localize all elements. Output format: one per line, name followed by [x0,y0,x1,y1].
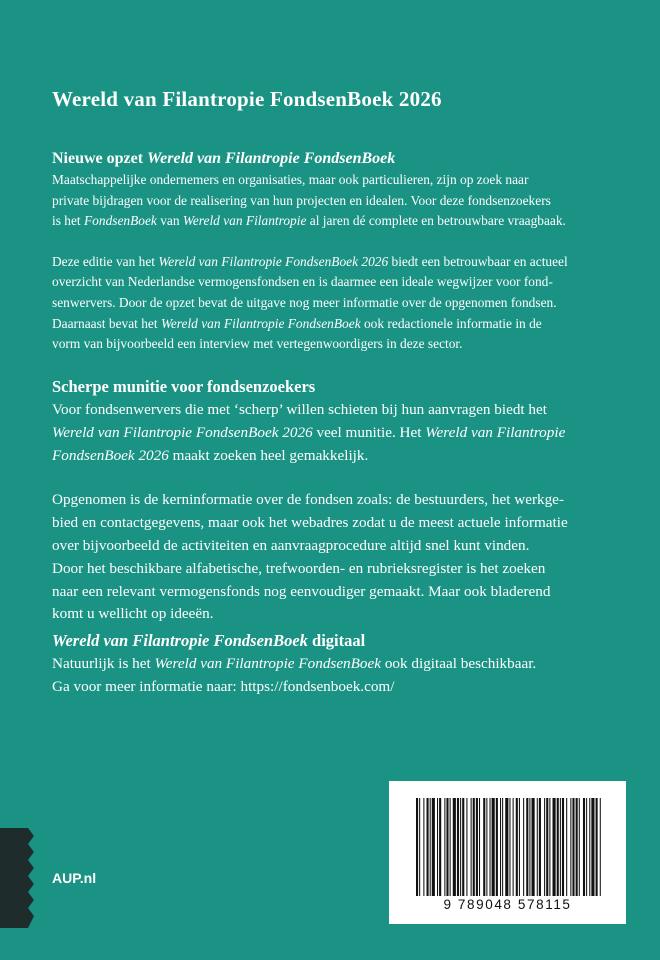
section-scherpe-munitie [52,377,622,626]
text-line: vorm van bijvoorbeeld een interview met vertegenwoordigers in deze sector. [52,336,463,352]
italic-run: FondsenBoek 2026 [52,446,169,464]
text-run: maakt zoeken heel gemakkelijk. [168,446,369,464]
text-line: private bijdragen voor de realisering van hun projecten en idealen. Voor deze fondsenzoekers [52,192,551,208]
spine-edge-mark [0,828,34,928]
italic-run: Wereld van Filantropie FondsenBoek 2026 [52,423,313,441]
text-line: Door het beschikbare alfabetische, trefwoorden- en rubrieksregister is het zoeken [52,559,546,577]
barcode-bar [423,798,424,896]
paragraph [52,489,622,626]
barcode-bar [546,798,548,896]
text-line [52,252,622,273]
barcode-bar [437,798,438,896]
barcode-bar [446,798,448,896]
text-run: veel munitie. Het [312,423,426,441]
italic-run: Wereld van Filantropie FondsenBoek [154,655,382,672]
barcode-bar [572,798,574,896]
text-run: Deze editie van het [52,253,159,269]
italic-run: Wereld van Filantropie [182,213,307,229]
barcode-bar [427,798,429,896]
barcode-bar [532,798,535,896]
heading-italic-text: Wereld van Filantropie FondsenBoek [147,150,396,167]
barcode-bar [492,798,495,896]
italic-run: Wereld van Filantropie [425,423,566,441]
text-run: al jaren dé complete en betrouwbare vraagbaak. [306,213,566,229]
barcode-bar [553,798,556,896]
barcode-bar [529,798,530,896]
section-nieuwe-opzet [52,150,622,355]
barcode-bar [516,798,518,896]
barcode-bar [419,798,420,896]
barcode-bar [483,798,485,896]
barcode-bar [562,798,564,896]
barcode-bar [544,798,545,896]
barcode-bar [560,798,561,896]
barcode-bar [596,798,598,896]
barcode-bar [444,798,445,896]
barcode-bar [466,798,467,896]
barcode-bar [460,798,461,896]
barcode-bar [589,798,590,896]
barcode-bar [476,798,478,896]
barcode-bar [439,798,441,896]
barcode-bars [416,798,601,896]
barcode-bar [570,798,571,896]
barcode-bar [479,798,480,896]
text-line: Maatschappelijke ondernemers en organisaties, maar ook particulieren, zijn op zoek naar [52,172,529,187]
isbn-number: 9 789048 578115 [443,897,572,912]
text-run: ook digitaal beschikbaar. [381,655,537,672]
isbn-barcode [389,781,626,924]
barcode-bar [432,798,435,896]
text-line: komt u wellicht op ideeën. [52,605,214,623]
barcode-bar [519,798,520,896]
barcode-bar [430,798,431,896]
section-heading: Scherpe munitie voor fondsenzoekers [52,377,316,396]
text-run: is het [52,213,84,229]
text-line: over bijvoorbeeld de activiteiten en aanvraagprocedure altijd snel kunt vinden. [52,536,530,554]
barcode-bar [457,798,459,896]
barcode-bar [471,798,472,896]
barcode-bar [539,798,541,896]
text-line: Opgenomen is de kerninformatie over de fondsen zoals: de bestuurders, het werkge- [52,491,564,509]
paragraph [52,252,622,355]
barcode-bar [523,798,524,896]
barcode-bar [496,798,498,896]
text-line: bied en contactgegevens, maar ook het webadres zodat u de meest actuele informatie [52,514,568,532]
barcode-bar [505,798,508,896]
barcode-bar [500,798,501,896]
barcode-bar [576,798,578,896]
text-line: Voor fondsenwervers die met ‘scherp’ willen schieten bij hun aanvragen biedt het [52,401,547,418]
heading-text: Nieuwe opzet [52,150,148,167]
barcode-bar [526,798,528,896]
barcode-bar [416,798,418,896]
barcode-bar [557,798,559,896]
italic-run: Wereld van Filantropie FondsenBoek 2026 [158,253,389,269]
barcode-bar [566,798,567,896]
barcode-bar [450,798,451,896]
paragraph [52,170,622,232]
barcode-bar [473,798,475,896]
text-line [52,211,622,232]
text-line: senwervers. Door de opzet bevat de uitgave nog meer informatie over de opgenomen fondsen. [52,294,557,310]
paragraph [52,653,622,699]
barcode-bar [462,798,464,896]
barcode-bar [513,798,514,896]
heading-text: digitaal [307,631,366,650]
text-line [52,422,622,445]
barcode-bar [583,798,585,896]
text-run: van [156,213,183,229]
barcode-bar [486,798,487,896]
barcode-bar [586,798,587,896]
text-run: biedt een betrouwbaar en actueel [388,253,568,269]
section-digitaal [52,631,622,699]
paragraph [52,399,622,467]
publisher-logo: AUP.nl [52,870,97,886]
section-heading [52,631,622,651]
barcode-bar [490,798,491,896]
text-line [52,653,622,676]
italic-run: Wereld van Filantropie FondsenBoek [160,315,361,331]
text-run: Daarnaast bevat het [52,315,161,331]
barcode-bar [502,798,503,896]
text-line: naar een relevant vermogensfonds nog eenvoudiger gemaakt. Maar ook bladerend [52,582,551,600]
website-url-line[interactable]: Ga voor meer informatie naar: https://fondsenboek.com/ [52,677,395,695]
text-line [52,314,622,335]
barcode-bar [509,798,510,896]
barcode-bar [579,798,580,896]
barcode-bar [453,798,456,896]
text-run: ook redactionele informatie in de [360,315,542,331]
barcode-bar [549,798,550,896]
barcode-bar [600,798,601,896]
text-line: overzicht van Nederlandse vermogensfondsen en is daarmee een ideale wegwijzer voor fond- [52,274,553,290]
barcode-bar [591,798,594,896]
heading-italic-text: Wereld van Filantropie FondsenBoek [52,631,308,650]
barcode-bar [537,798,538,896]
italic-run: FondsenBoek [84,213,157,229]
text-run: Natuurlijk is het [52,655,155,672]
book-title: Wereld van Filantropie FondsenBoek 2026 [52,87,442,111]
section-heading [52,150,622,168]
text-line [52,445,622,468]
